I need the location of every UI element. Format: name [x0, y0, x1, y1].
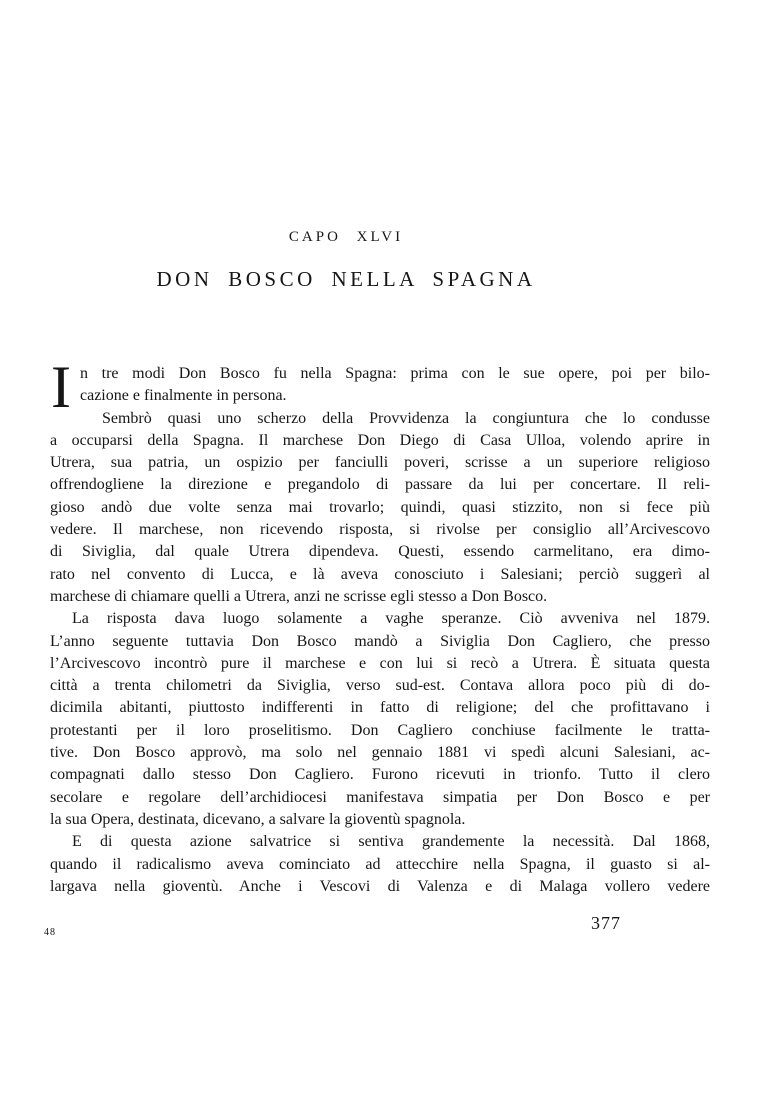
text-line: n tre modi Don Bosco fu nella Spagna: prima con le sue opere, poi per bilo-	[79, 365, 710, 382]
dropcap-initial: I	[51, 354, 71, 420]
text-line: tive. Don Bosco approvò, ma solo nel gennaio 1881 vi spedì alcuni Salesiani, ac-	[50, 744, 710, 762]
text-line: città a trenta chilometri da Siviglia, verso sud-est. Contava allora poco più di do-	[50, 677, 710, 695]
text-line: a occuparsi della Spagna. Il marchese Don Diego di Casa Ulloa, volendo aprire in	[50, 431, 710, 449]
text-line: E di questa azione salvatrice si sentiva grandemente la necessità. Dal 1868,	[72, 833, 710, 851]
text-line: quando il radicalismo aveva cominciato ad attecchire nella Spagna, il guasto si al-	[50, 855, 710, 873]
text-line: la sua Opera, destinata, dicevano, a salvare la gioventù spagnola.	[50, 810, 466, 828]
chapter-number: CAPO XLVI	[288, 229, 404, 245]
text-line: offrendogliene la direzione e pregandolo di passare da lui per concertare. Il reli-	[50, 476, 710, 494]
text-line: La risposta dava luogo solamente a vaghe speranze. Ciò avveniva nel 1879.	[72, 610, 710, 628]
text-line: secolare e regolare dell’archidiocesi manifestava simpatia per Don Bosco e per	[50, 788, 710, 806]
chapter-title: DON BOSCO NELLA SPAGNA	[156, 267, 536, 291]
paragraph	[50, 608, 710, 831]
text-line: largava nella gioventù. Anche i Vescovi di Valenza e di Malaga vollero vedere	[50, 877, 710, 895]
page-number: 377	[591, 913, 621, 933]
text-line: di Siviglia, dal quale Utrera dipendeva. Questi, essendo carmelitano, era dimo-	[50, 543, 710, 561]
text-line: protestanti per il loro proselitismo. Don Cagliero conchiuse facilmente le tratta-	[50, 721, 710, 739]
text-line: cazione e finalmente in persona.	[79, 387, 287, 405]
text-line: rato nel convento di Lucca, e là aveva conosciuto i Salesiani; perciò suggerì al	[50, 565, 710, 583]
text-line: marchese di chiamare quelli a Utrera, anzi ne scrisse egli stesso a Don Bosco.	[50, 587, 548, 605]
signature-number: 48	[44, 927, 56, 938]
text-line: dicimila abitanti, piuttosto indifferenti in fatto di religione; del che profittavano i	[50, 699, 710, 717]
text-line: Utrera, sua patria, un ospizio per fanciulli poveri, scrisse a un superiore religioso	[50, 454, 710, 472]
text-line: l’Arcivescovo incontrò pure il marchese e con lui si recò a Utrera. È situata questa	[50, 654, 710, 672]
text-line: gioso andò due volte senza mai trovarlo; quindi, quasi stizzito, non si fece più	[50, 498, 710, 516]
text-line: Sembrò quasi uno scherzo della Provvidenza la congiuntura che lo condusse	[101, 409, 710, 427]
text-line: compagnati dallo stesso Don Cagliero. Furono ricevuti in trionfo. Tutto il clero	[50, 766, 710, 784]
text-line: vedere. Il marchese, non ricevendo risposta, si rivolse per consiglio all’Arcivescovo	[50, 521, 710, 539]
paragraph	[50, 408, 710, 609]
paragraph	[50, 831, 710, 898]
text-line: L’anno seguente tuttavia Don Bosco mandò a Siviglia Don Cagliero, che presso	[50, 632, 710, 650]
body-text	[50, 354, 710, 898]
